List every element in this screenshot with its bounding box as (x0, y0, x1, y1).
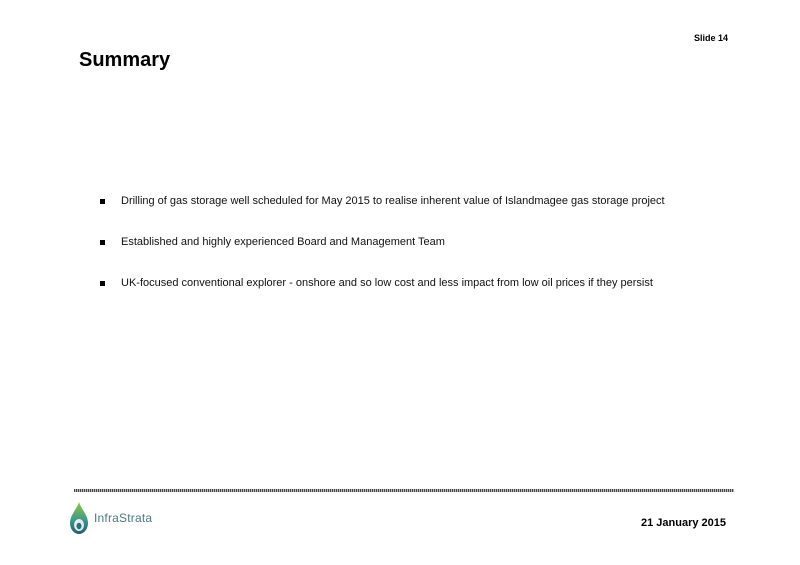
bullet-text: Established and highly experienced Board and Management Team (121, 236, 445, 248)
list-item (100, 194, 720, 208)
square-bullet-icon (100, 240, 105, 245)
bullet-list (100, 194, 720, 317)
bullet-text: UK-focused conventional explorer - onshore and so low cost and less impact from low oil prices if they persist (121, 277, 653, 289)
logo-text: InfraStrata (94, 511, 153, 525)
slide-title: Summary (79, 49, 171, 71)
list-item (100, 276, 720, 290)
bullet-text: Drilling of gas storage well scheduled for May 2015 to realise inherent value of Islandmagee gas storage project (121, 195, 665, 207)
slide-number: Slide 14 (694, 33, 729, 43)
footer-date: 21 January 2015 (641, 517, 727, 529)
company-logo (68, 501, 152, 535)
list-item (100, 235, 720, 249)
square-bullet-icon (100, 281, 105, 286)
footer-divider (74, 489, 734, 492)
droplet-logo-icon (68, 501, 90, 535)
square-bullet-icon (100, 199, 105, 204)
